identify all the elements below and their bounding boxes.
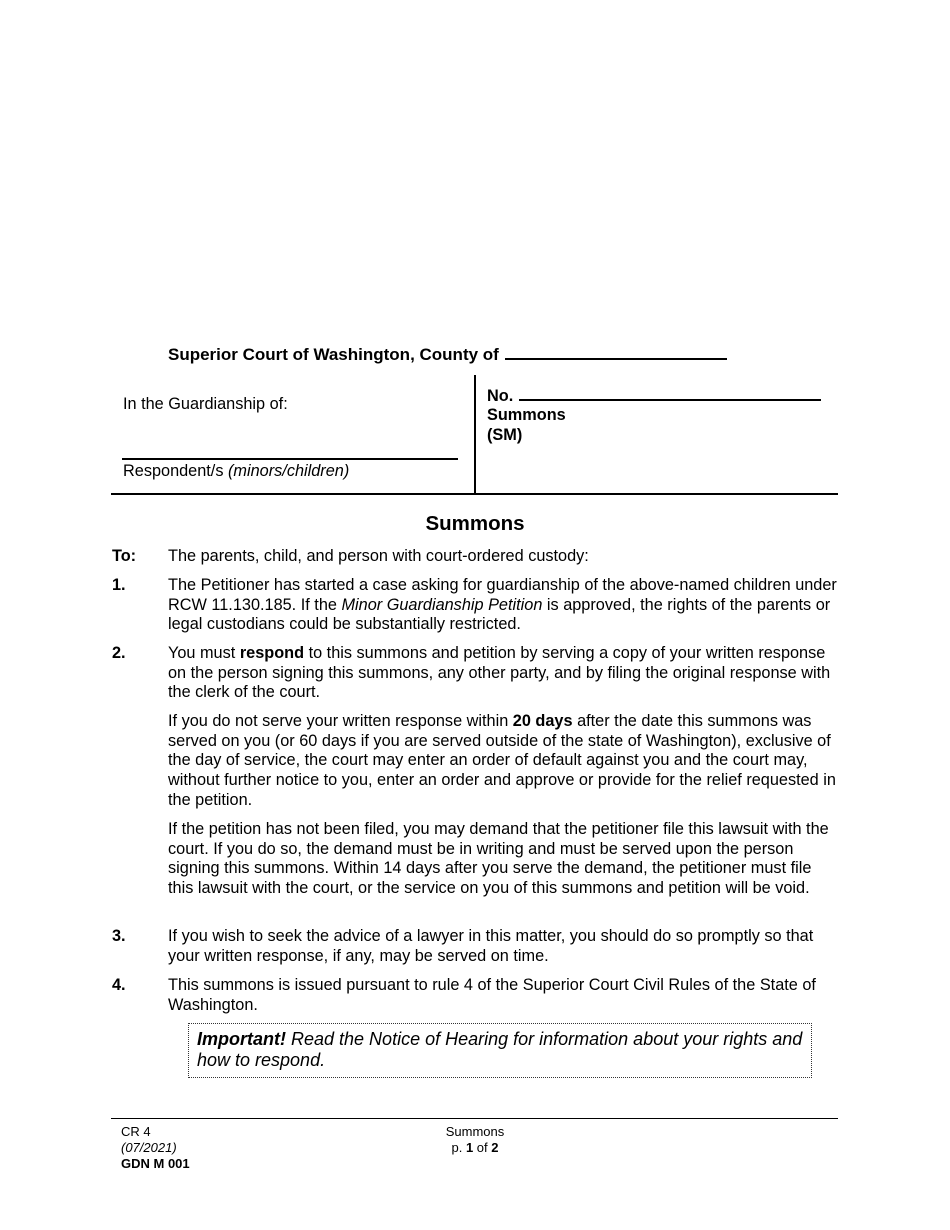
- caption-bottom-rule: [111, 493, 838, 495]
- important-notice-box: [188, 1023, 812, 1078]
- respondent-label: [123, 462, 349, 481]
- respondent-note: (minors/children): [228, 462, 350, 480]
- case-number: [487, 385, 821, 406]
- important-text: Read the Notice of Hearing for information about your rights and how to respond.: [197, 1029, 803, 1070]
- caption-doc-title-text: Summons: [487, 406, 566, 424]
- court-title-text: Superior Court of Washington, County of: [168, 345, 499, 364]
- document-heading: Summons: [425, 512, 525, 535]
- item-4-number: 4.: [112, 976, 126, 994]
- to-text: The parents, child, and person with court-ordered custody:: [168, 547, 589, 565]
- footer-form-id: GDN M 001: [121, 1156, 190, 1171]
- court-title: [168, 344, 727, 365]
- case-number-blank[interactable]: [519, 385, 821, 401]
- item-2-text: You must respond to this summons and petition by serving a copy of your written response on the person signing this summons, any other party, and by filing the original response with the clerk of the court.: [168, 644, 831, 702]
- item-1-text: The Petitioner has started a case asking for guardianship of the above-named children under RCW 11.130.185. If the Minor Guardianship Petition is approved, the rights of the parents or legal custodians could be substantially restricted.: [168, 576, 837, 634]
- caption-vertical-divider: [474, 375, 476, 495]
- item-4-text: This summons is issued pursuant to rule 4 of the Superior Court Civil Rules of the State of Washington.: [168, 976, 816, 1014]
- caption-doc-code: (SM): [487, 426, 523, 444]
- caption-doc-title: [487, 405, 566, 445]
- item-1-number: 1.: [112, 576, 126, 594]
- footer-rule: [111, 1118, 838, 1119]
- to-label: To:: [112, 547, 137, 565]
- guardianship-of-label: In the Guardianship of:: [123, 395, 288, 413]
- item-2-number: 2.: [112, 644, 126, 662]
- footer-title: Summons: [445, 1124, 505, 1139]
- item-2-default-paragraph: If you do not serve your written response within 20 days after the date this summons was served on you (or 60 days if you are served outside of the state of Washington), exclusive of the day of service, the court may enter an order of default against you and the court may, without further notice to you, enter an order and approve or provide for the relief requested in the petition.: [168, 712, 836, 809]
- item-3-text: If you wish to seek the advice of a lawyer in this matter, you should do so promptly so that your written response, if any, may be served on time.: [168, 927, 814, 965]
- county-blank[interactable]: [505, 344, 727, 360]
- footer-form-info: [121, 1124, 190, 1172]
- respondent-label-text: Respondent/s: [123, 462, 224, 480]
- footer-page-number: p. 1 of 2: [451, 1140, 499, 1155]
- footer-page-info: [400, 1124, 550, 1156]
- item-3-number: 3.: [112, 927, 126, 945]
- footer-date: (07/2021): [121, 1140, 177, 1155]
- case-number-label: No.: [487, 387, 514, 405]
- important-label: Important!: [197, 1029, 286, 1049]
- respondent-name-line[interactable]: [122, 458, 458, 460]
- footer-rule-ref: CR 4: [121, 1124, 151, 1139]
- item-2-demand-paragraph: If the petition has not been filed, you may demand that the petitioner file this lawsuit with the court. If you do so, the demand must be in writing and must be served upon the person signing this summons. Within 14 days after you serve the demand, the petitioner must file this lawsuit with the court, or the service on you of this summons and petition will be void.: [168, 820, 829, 898]
